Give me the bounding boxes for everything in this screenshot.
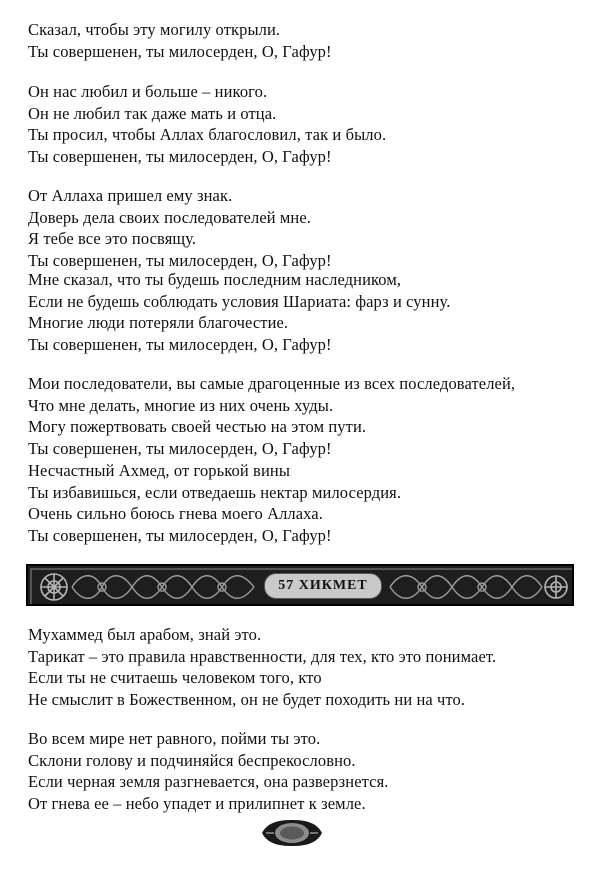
verse-line: Ты совершенен, ты милосерден, О, Гафур!	[28, 334, 332, 354]
verse-line: Ты совершенен, ты милосерден, О, Гафур!	[28, 525, 332, 545]
verse-line: Ты избавишься, если отведаешь нектар милосердия.	[28, 482, 402, 502]
verse-line: Мои последователи, вы самые драгоценные из всех последователей,	[28, 374, 516, 393]
section-banner	[26, 564, 574, 606]
page-number-ornament	[260, 818, 324, 853]
section-title: 57 ХИКМЕТ	[264, 573, 382, 599]
stanza-8	[28, 728, 388, 814]
medallion-icon	[260, 818, 324, 848]
verse-line: Если ты не считаешь человеком того, кто	[28, 668, 322, 687]
verse-line: Ты совершенен, ты милосерден, О, Гафур!	[28, 438, 332, 458]
verse-line: Несчастный Ахмед, от горькой вины	[28, 461, 290, 480]
verse-line: Что мне делать, многие из них очень худы.	[28, 395, 334, 415]
stanza-6	[28, 460, 401, 546]
verse-line: Многие люди потеряли благочестие.	[28, 313, 289, 332]
verse-line: От Аллаха пришел ему знак.	[28, 186, 233, 205]
stanza-3	[28, 185, 332, 271]
verse-line: Он нас любил и больше – никого.	[28, 82, 268, 101]
verse-line: Ты совершенен, ты милосерден, О, Гафур!	[28, 250, 332, 270]
stanza-1	[28, 19, 332, 62]
verse-line: Он не любил так даже мать и отца.	[28, 103, 277, 123]
verse-line: Ты совершенен, ты милосерден, О, Гафур!	[28, 41, 332, 61]
stanza-5	[28, 373, 515, 459]
verse-line: Склони голову и подчиняйся беспрекословно.	[28, 750, 356, 770]
verse-line: Мухаммед был арабом, знай это.	[28, 625, 262, 644]
verse-line: Если не будешь соблюдать условия Шариата: фарз и сунну.	[28, 291, 451, 311]
verse-line: Очень сильно боюсь гнева моего Аллаха.	[28, 504, 323, 523]
verse-line: Мне сказал, что ты будешь последним наследником,	[28, 270, 402, 289]
verse-line: Ты совершенен, ты милосерден, О, Гафур!	[28, 146, 332, 166]
verse-line: Доверь дела своих последователей мне.	[28, 207, 312, 227]
stanza-4	[28, 269, 450, 355]
verse-line: Тарикат – это правила нравственности, для тех, кто это понимает.	[28, 646, 497, 666]
verse-line: Во всем мире нет равного, пойми ты это.	[28, 729, 321, 748]
verse-line: Ты просил, чтобы Аллах благословил, так и было.	[28, 125, 387, 144]
verse-line: Сказал, чтобы эту могилу открыли.	[28, 20, 281, 39]
verse-line: Не смыслит в Божественном, он не будет походить ни на что.	[28, 689, 466, 709]
verse-line: Я тебе все это посвящу.	[28, 229, 197, 248]
stanza-7	[28, 624, 496, 710]
stanza-2	[28, 81, 386, 167]
verse-line: Могу пожертвовать своей честью на этом пути.	[28, 417, 367, 436]
verse-line: От гнева ее – небо упадет и прилипнет к земле.	[28, 793, 366, 813]
verse-line: Если черная земля разгневается, она разверзнется.	[28, 772, 389, 791]
